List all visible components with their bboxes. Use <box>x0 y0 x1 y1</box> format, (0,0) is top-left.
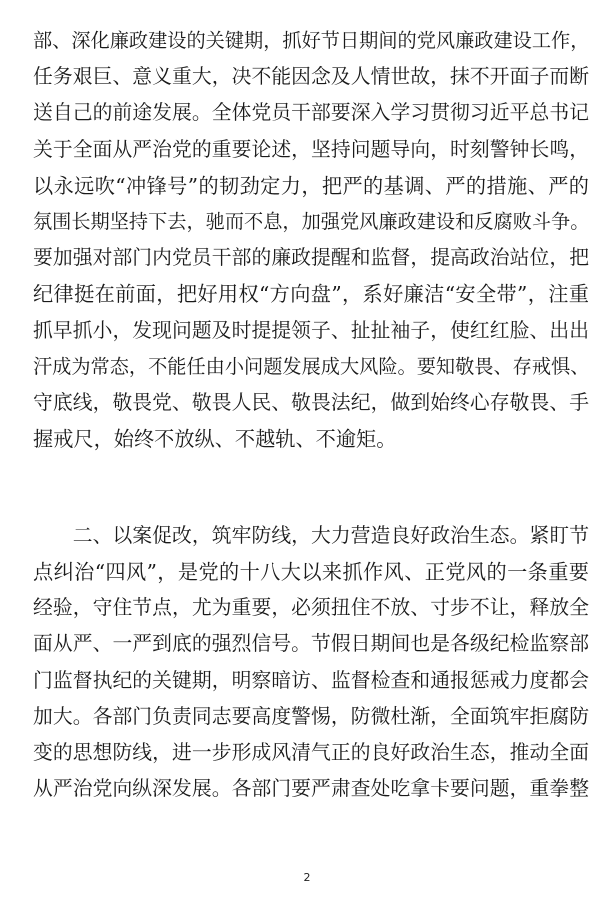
text-line: 送自己的前途发展。全体党员干部要深入学习贯彻习近平总书记 <box>33 101 589 124</box>
text-line: 汗成为常态，不能任由小问题发展成大风险。要知敬畏、存戒惧、 <box>33 355 589 378</box>
page-number: 2 <box>303 871 311 884</box>
text-line: 握戒尺，始终不放纵、不越轨、不逾矩。 <box>33 427 397 451</box>
text-line: 点纠治“四风”，是党的十八大以来抓作风、正党风的一条重要 <box>33 560 589 584</box>
text-line: 以永远吹“冲锋号”的韧劲定力，把严的基调、严的措施、严的 <box>33 174 589 198</box>
text-line: 守底线，敬畏党、敬畏人民、敬畏法纪，做到始终心存敬畏、手 <box>33 391 589 414</box>
text-line: 抓早抓小，发现问题及时提提领子、扯扯袖子，使红红脸、出出 <box>33 319 589 342</box>
text-line: 面从严、一严到底的强烈信号。节假日期间也是各级纪检监察部 <box>33 632 589 655</box>
text-line: 变的思想防线，进一步形成风清气正的良好政治生态，推动全面 <box>33 741 589 764</box>
text-line: 经验，守住节点，尤为重要，必须扭住不放、寸步不让，释放全 <box>33 596 589 619</box>
text-line: 从严治党向纵深发展。各部门要严肃查处吃拿卡要问题，重拳整 <box>33 777 589 800</box>
text-line: 纪律挺在前面，把好用权“方向盘”，系好廉洁“安全带”，注重 <box>33 282 589 306</box>
text-line: 门监督执纪的关键期，明察暗访、监督检查和通报惩戒力度都会 <box>33 669 589 692</box>
text-line: 任务艰巨、意义重大，决不能因念及人情世故，抹不开面子而断 <box>33 65 589 88</box>
text-line: 关于全面从严治党的重要论述，坚持问题导向，时刻警钟长鸣， <box>33 138 589 161</box>
text-line: 氛围长期坚持下去，驰而不息，加强党风廉政建设和反腐败斗争。 <box>33 210 589 233</box>
text-line: 加大。各部门负责同志要高度警惕，防微杜渐，全面筑牢拒腐防 <box>33 705 589 728</box>
text-line: 二、以案促改，筑牢防线，大力营造良好政治生态。紧盯节 <box>33 524 589 547</box>
text-line: 部、深化廉政建设的关键期，抓好节日期间的党风廉政建设工作， <box>33 29 589 52</box>
text-line: 要加强对部门内党员干部的廉政提醒和监督，提高政治站位，把 <box>33 246 589 269</box>
